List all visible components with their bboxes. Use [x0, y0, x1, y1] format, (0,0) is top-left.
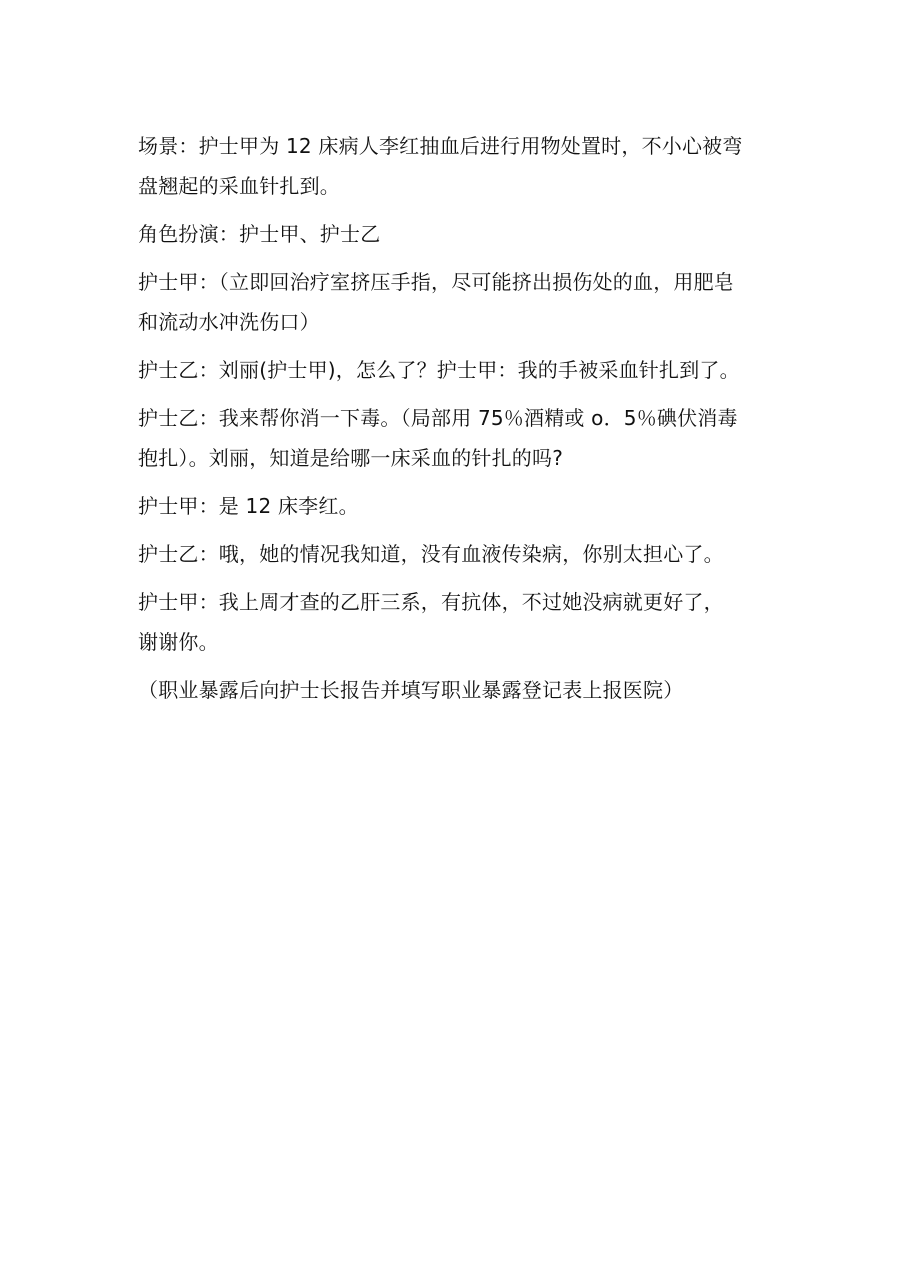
- dialogue-line-4: 护士乙：我来帮你消一下毒。（局部用 75％酒精或 o．5％碘伏消毒: [138, 406, 738, 430]
- scene-line-1: 场景：护士甲为 12 床病人李红抽血后进行用物处置时，不小心被弯: [138, 134, 743, 158]
- dialogue-line-1: 护士甲：（立即回治疗室挤压手指，尽可能挤出损伤处的血，用肥皂: [138, 270, 734, 294]
- dialogue-line-2: 和流动水冲洗伤口）: [138, 310, 320, 334]
- dialogue-line-6: 护士甲：是 12 床李红。: [138, 494, 359, 518]
- dialogue-line-7: 护士乙：哦，她的情况我知道，没有血液传染病，你别太担心了。: [138, 542, 724, 566]
- dialogue-line-9: 谢谢你。: [138, 630, 219, 654]
- dialogue-line-5: 抱扎）。刘丽，知道是给哪一床采血的针扎的吗?: [138, 446, 564, 470]
- dialogue-line-8: 护士甲：我上周才查的乙肝三系，有抗体，不过她没病就更好了，: [138, 590, 724, 614]
- roles-line: 角色扮演：护士甲、护士乙: [138, 222, 381, 246]
- scene-line-2: 盘翘起的采血针扎到。: [138, 174, 340, 198]
- dialogue-line-3: 护士乙：刘丽(护士甲)，怎么了？护士甲：我的手被采血针扎到了。: [138, 358, 740, 382]
- stage-direction-line: （职业暴露后向护士长报告并填写职业暴露登记表上报医院）: [138, 678, 684, 702]
- document-body: [138, 126, 778, 710]
